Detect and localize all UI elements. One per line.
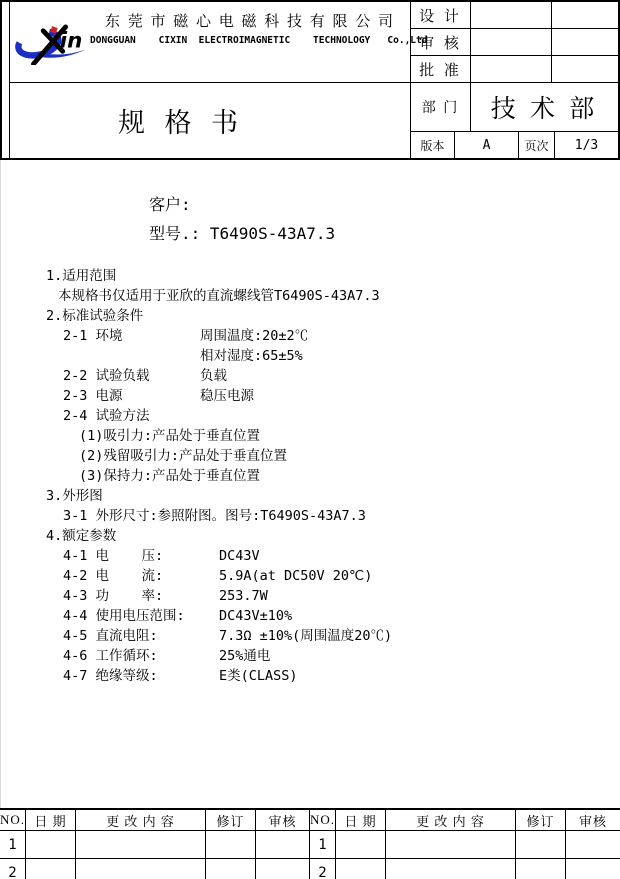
page-number-label: 页次 <box>519 132 555 158</box>
review-label: 审 核 <box>411 29 471 55</box>
company-name-en: DONGGUAN CIXIN ELECTROIMAGNETIC TECHNOLOGY Co.,Ltd <box>90 35 428 46</box>
section-2-heading: 2.标准试验条件 <box>46 308 144 324</box>
rev-row1-review <box>566 831 620 859</box>
rev-row2-content <box>386 859 516 879</box>
approve-extra-cell <box>552 56 618 82</box>
rev-row1-date <box>336 831 386 859</box>
spec-value: 相对湿度:65±5% <box>200 348 303 364</box>
rev-row1-no: 1 <box>310 831 336 859</box>
revision-grid <box>0 810 620 879</box>
spec-value: 253.7W <box>219 588 268 604</box>
spec-label: 4-2 电 流: <box>63 568 164 584</box>
rev-header-review: 审核 <box>566 810 620 831</box>
spec-line-4-3 <box>63 586 586 606</box>
spec-line-4-4 <box>63 606 586 626</box>
spec-line-2-3 <box>63 386 586 406</box>
header-left-strip <box>2 2 10 158</box>
spec-text <box>46 266 586 686</box>
section-1-heading: 1.适用范围 <box>46 268 117 284</box>
version-row <box>411 132 618 158</box>
company-header-cell <box>10 2 428 83</box>
spec-value: 稳压电源 <box>200 388 254 404</box>
rev-row2-no: 2 <box>310 859 336 879</box>
spec-line-2-1b <box>63 346 586 366</box>
rev-row2-date <box>26 859 76 879</box>
rev-row2-date <box>336 859 386 879</box>
spec-label: 4-5 直流电阻: <box>63 628 158 644</box>
page-title: 规 格 书 <box>118 108 240 138</box>
sign-row-approve <box>411 56 618 83</box>
rev-row1-content <box>386 831 516 859</box>
page-number-value: 1/3 <box>574 137 599 153</box>
test-method-2: (2)残留吸引力:产品处于垂直位置 <box>79 448 288 464</box>
spec-line-4-6 <box>63 646 586 666</box>
spec-label: 2-2 试验负载 <box>63 368 150 384</box>
cixin-logo-icon <box>14 20 88 65</box>
spec-value: 25%通电 <box>219 648 271 664</box>
spec-value: DC43V±10% <box>219 608 293 624</box>
design-value-cell <box>471 2 552 28</box>
department-label: 部 门 <box>411 83 471 131</box>
spec-line-4-5 <box>63 626 586 646</box>
rev-row2-no: 2 <box>0 859 26 879</box>
department-value: 技 术 部 <box>490 96 599 123</box>
rev-row2-review <box>256 859 310 879</box>
spec-label <box>63 346 200 366</box>
spec-line-2-4: 2-4 试验方法 <box>63 408 150 424</box>
spec-label: 4-4 使用电压范围: <box>63 608 185 624</box>
department-row <box>411 83 618 132</box>
spec-value: DC43V <box>219 548 260 564</box>
design-extra-cell <box>552 2 618 28</box>
version-value: A <box>455 132 519 158</box>
rev-row2-content <box>76 859 206 879</box>
spec-line-4-1 <box>63 546 586 566</box>
spec-label: 4-6 工作循环: <box>63 648 158 664</box>
customer-block <box>149 190 335 248</box>
spec-label: 4-1 电 压: <box>63 548 164 564</box>
title-cell <box>10 83 410 158</box>
rev-row2-review <box>566 859 620 879</box>
rev-row1-no: 1 <box>0 831 26 859</box>
design-label: 设 计 <box>411 2 471 28</box>
test-method-1: (1)吸引力:产品处于垂直位置 <box>79 428 261 444</box>
test-method-3: (3)保持力:产品处于垂直位置 <box>79 468 261 484</box>
company-name-cn: 东 莞 市 磁 心 电 磁 科 技 有 限 公 司 <box>104 14 395 30</box>
section-1-text: 本规格书仅适用于亚欣的直流螺线管T6490S-43A7.3 <box>58 288 380 304</box>
rev-row1-content <box>76 831 206 859</box>
spec-label: 2-3 电源 <box>63 388 123 404</box>
rev-header-revise: 修订 <box>516 810 566 831</box>
spec-value: E类(CLASS) <box>219 668 298 684</box>
spec-value: 7.3Ω ±10%(周围温度20℃) <box>219 628 393 644</box>
rev-header-content: 更 改 内 容 <box>386 810 516 831</box>
review-extra-cell <box>552 29 618 55</box>
rev-row2-revise <box>516 859 566 879</box>
rev-header-date: 日 期 <box>336 810 386 831</box>
spec-value: 5.9A(at DC50V 20℃) <box>219 568 373 584</box>
rev-row1-date <box>26 831 76 859</box>
company-name-block <box>90 10 428 46</box>
spec-label: 4-7 绝缘等级: <box>63 668 158 684</box>
section-4-heading: 4.额定参数 <box>46 528 117 544</box>
spec-line-2-1 <box>63 326 586 346</box>
section-3-heading: 3.外形图 <box>46 488 103 504</box>
rev-header-content: 更 改 内 容 <box>76 810 206 831</box>
spec-line-3-1: 3-1 外形尺寸:参照附图。图号:T6490S-43A7.3 <box>63 508 366 524</box>
rev-header-revise: 修订 <box>206 810 256 831</box>
spec-value: 负载 <box>200 368 227 384</box>
rev-header-no: NO. <box>0 810 26 831</box>
spec-line-4-2 <box>63 566 586 586</box>
spec-line-2-2 <box>63 366 586 386</box>
rev-header-date: 日 期 <box>26 810 76 831</box>
rev-row1-revise <box>516 831 566 859</box>
spec-label: 4-3 功 率: <box>63 588 164 604</box>
approve-value-cell <box>471 56 552 82</box>
spec-label: 2-1 环境 <box>63 328 123 344</box>
model-line: 型号.: T6490S-43A7.3 <box>149 224 336 243</box>
approve-label: 批 准 <box>411 56 471 82</box>
rev-row2-revise <box>206 859 256 879</box>
rev-row1-revise <box>206 831 256 859</box>
rev-header-no: NO. <box>310 810 336 831</box>
rev-row1-review <box>256 831 310 859</box>
rev-header-review: 审核 <box>256 810 310 831</box>
sign-row-review <box>411 29 618 56</box>
revision-table <box>0 808 620 879</box>
document-body <box>0 160 620 808</box>
spec-value: 周围温度:20±2℃ <box>200 328 309 344</box>
sign-row-design <box>411 2 618 29</box>
header-right-table <box>410 2 618 158</box>
svg-text:in: in <box>59 28 83 54</box>
version-label: 版本 <box>411 132 455 158</box>
spec-line-4-7 <box>63 666 586 686</box>
customer-line: 客户: <box>149 195 191 214</box>
review-value-cell <box>471 29 552 55</box>
document-header <box>0 0 620 160</box>
